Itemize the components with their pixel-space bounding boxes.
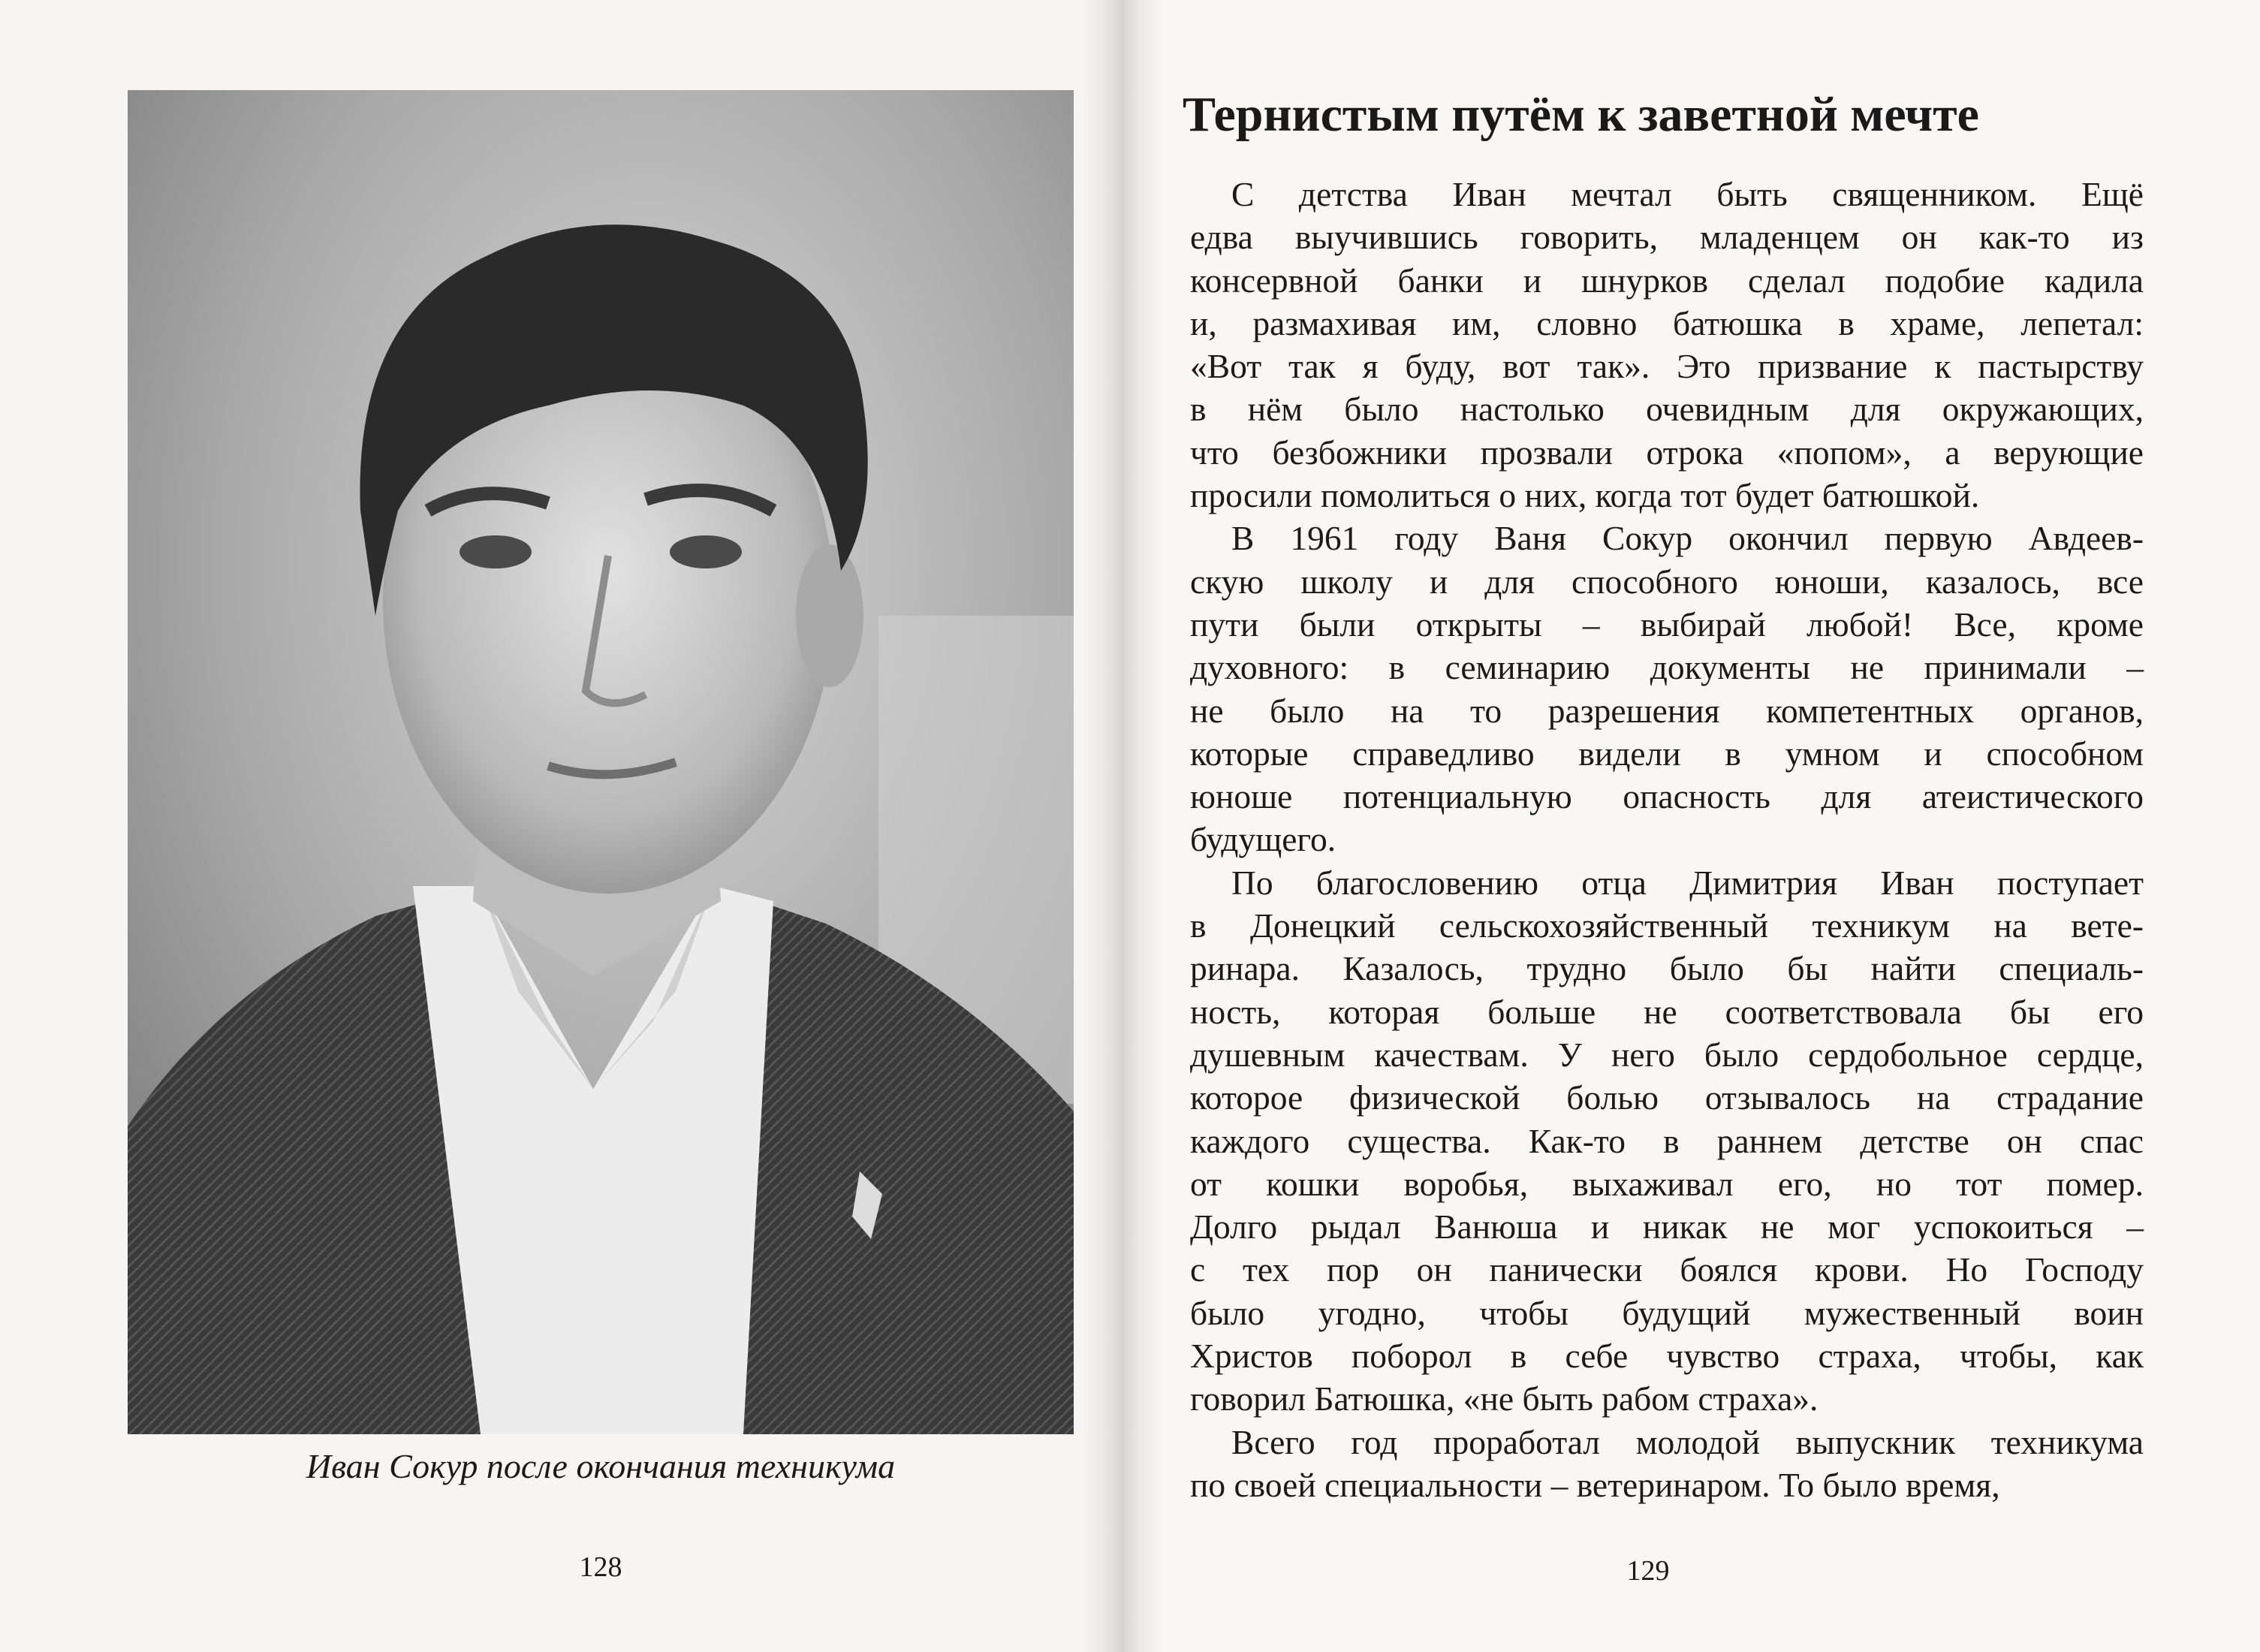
text-line: Долго рыдал Ванюша и никак не мог успокоиться – xyxy=(1190,1207,2144,1247)
book-gutter xyxy=(1081,0,1164,1652)
text-line: говорил Батюшка, «не быть рабом страха». xyxy=(1190,1379,1819,1418)
text-line: ность, которая больше не соответствовала бы его xyxy=(1190,992,2144,1031)
text-line: едва выучившись говорить, младенцем он как-то из xyxy=(1190,218,2144,257)
text-line: будущего. xyxy=(1190,820,1336,859)
text-line: ринара. Казалось, трудно было бы найти специаль- xyxy=(1190,949,2144,988)
text-line: по своей специальности – ветеринаром. То было время, xyxy=(1190,1465,2000,1504)
text-line: и, размахивая им, словно батюшка в храме, лепетал: xyxy=(1190,303,2144,342)
text-line: каждого существа. Как-то в раннем детстве он спас xyxy=(1190,1121,2144,1160)
text-line: консервной банки и шнурков сделал подобие кадила xyxy=(1190,261,2144,300)
text-line: просили помолиться о них, когда тот будет батюшкой. xyxy=(1190,476,1980,515)
photo-caption: Иван Сокур после окончания техникума xyxy=(306,1447,896,1485)
text-line: скую школу и для способного юноши, казалось, все xyxy=(1190,562,2144,601)
text-line: было угодно, чтобы будущий мужественный воин xyxy=(1190,1293,2144,1332)
page-number-right: 129 xyxy=(1626,1555,1670,1587)
text-line: В 1961 году Ваня Сокур окончил первую Авдеев- xyxy=(1231,519,2144,558)
text-line: которое физической болью отзывалось на страдание xyxy=(1190,1078,2144,1117)
text-line: По благословению отца Димитрия Иван поступает xyxy=(1231,863,2144,902)
text-line: душевным качествам. У него было сердобольное сердце, xyxy=(1190,1035,2144,1074)
text-line: в нём было настолько очевидным для окружающих, xyxy=(1190,390,2144,429)
text-line: пути были открыты – выбирай любой! Все, кроме xyxy=(1190,604,2144,644)
text-line: с тех пор он панически боялся крови. Но Господу xyxy=(1190,1250,2144,1289)
text-line: «Вот так я буду, вот так». Это призвание к пастырству xyxy=(1190,347,2144,386)
text-line: которые справедливо видели в умном и способном xyxy=(1190,734,2144,773)
text-line: юноше потенциальную опасность для атеистического xyxy=(1190,777,2144,816)
text-line: Всего год проработал молодой выпускник техникума xyxy=(1231,1422,2144,1461)
text-line: что безбожники прозвали отрока «попом», а верующие xyxy=(1190,433,2144,472)
text-line: не было на то разрешения компетентных органов, xyxy=(1190,691,2144,730)
body-text xyxy=(1190,173,2144,1506)
text-line: в Донецкий сельскохозяйственный техникум на вете- xyxy=(1190,906,2144,945)
portrait-photo xyxy=(128,90,1074,1434)
left-page xyxy=(0,0,1111,1652)
text-line: Христов поборол в себе чувство страха, чтобы, как xyxy=(1190,1337,2144,1376)
page-number-left: 128 xyxy=(579,1551,622,1583)
text-line: духовного: в семинарию документы не принимали – xyxy=(1190,648,2144,687)
portrait-illustration xyxy=(128,90,1074,1434)
chapter-heading: Тернистым путём к заветной мечте xyxy=(1183,87,1979,142)
text-line: С детства Иван мечтал быть священником. Ещё xyxy=(1231,175,2144,213)
text-line: от кошки воробья, выхаживал его, но тот помер. xyxy=(1190,1164,2144,1203)
